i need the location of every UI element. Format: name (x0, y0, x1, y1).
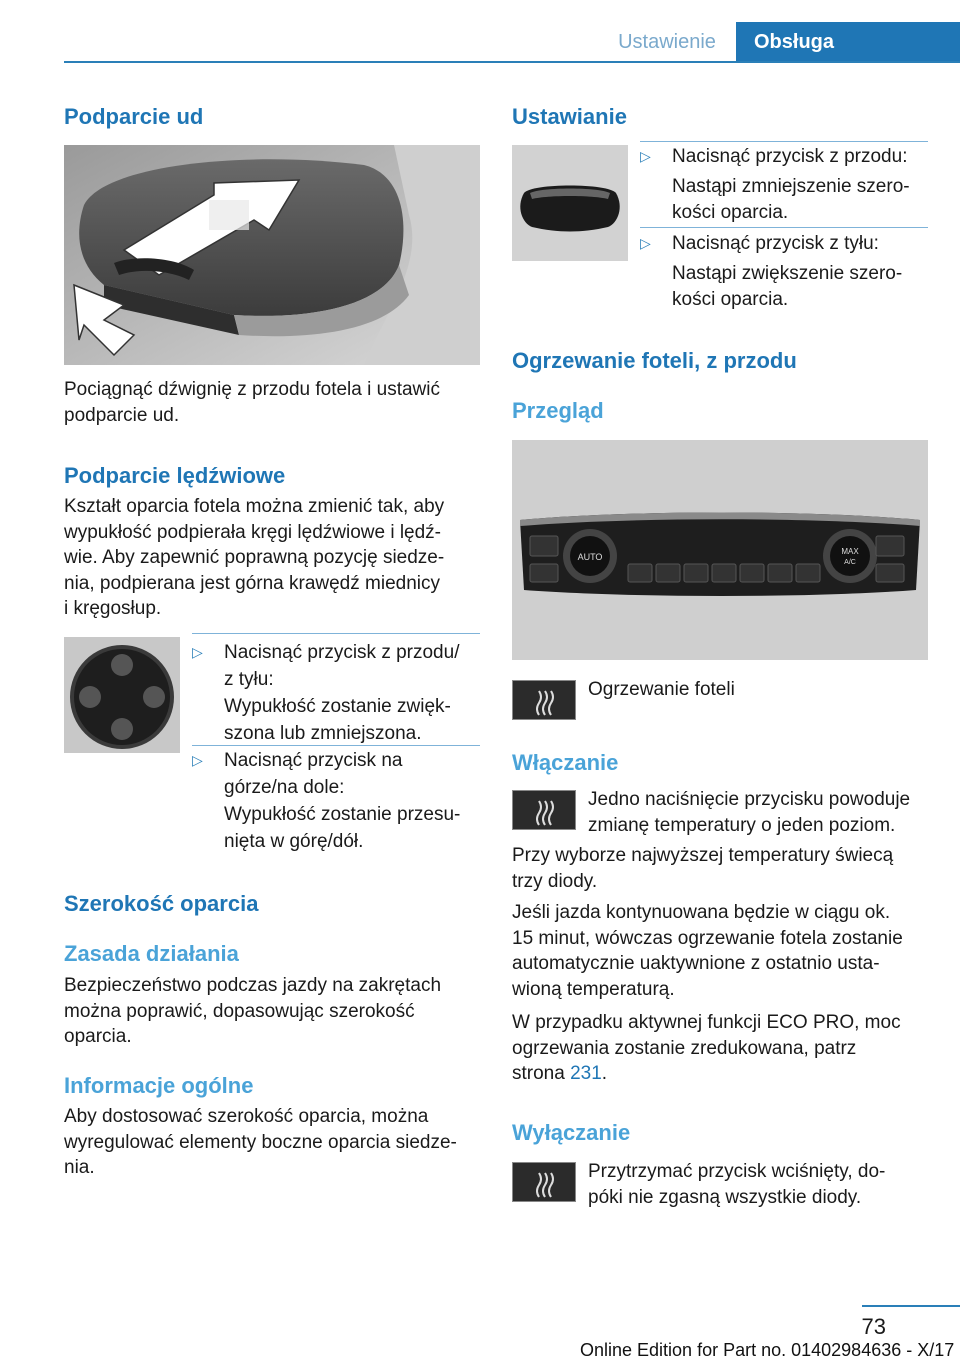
bullet-result: kości oparcia. (672, 289, 789, 310)
width-switch-image (512, 145, 628, 261)
bullet-instruction: górze/na dole: (224, 777, 345, 798)
header-tab-operation[interactable]: Obsługa (736, 22, 960, 63)
principle-text: Bezpieczeństwo podczas jazdy na zakrętach można poprawić, dopasowując szerokość oparcia. (64, 975, 442, 1047)
bullet-result: Nastąpi zmniejszenie szero‐ (672, 176, 910, 197)
lumbar-text: Kształt oparcia fotela można zmienić tak, aby wypukłość podpierała kręgi lędźwiowe i lędź‐ wie. Aby zapewnić poprawną pozycję siedze‐ nia, podpierana jest górna krawędź miednicy i kręgosłup. (64, 496, 445, 619)
switch-off-heading: Wyłączanie (512, 1120, 631, 1145)
page-link[interactable]: 231 (570, 1063, 602, 1084)
bullet-result: Wypukłość zostanie zwięk‐ (224, 696, 451, 717)
bullet-separator (640, 227, 928, 228)
adjust-bullet-2 (640, 230, 928, 315)
bullet-instruction: Nacisnąć przycisk z przodu: (672, 146, 908, 167)
eco-pro-text: W przypadku aktywnej funkcji ECO PRO, moc ogrzewania zostanie zredukowana, patrz strona 231. (512, 1012, 901, 1084)
bullet-instruction: z tyłu: (224, 669, 274, 690)
bullet-instruction: Nacisnąć przycisk z tyłu: (672, 233, 879, 254)
footer-rule (862, 1305, 960, 1307)
bullet-result: kości oparcia. (672, 202, 789, 223)
adjust-bullet-1 (640, 143, 928, 228)
page-number: 73 (861, 1314, 886, 1339)
lumbar-bullet-1 (192, 639, 480, 747)
adjust-heading: Ustawianie (512, 104, 627, 129)
seat-heating-button-icon (512, 1162, 576, 1202)
switch-off-text: Przytrzymać przycisk wciśnięty, do‐ póki nie zgasną wszystkie diody. (588, 1161, 886, 1208)
bullet-triangle-icon: ▷ (192, 752, 203, 768)
seat-heating-label: Ogrzewanie foteli (588, 679, 735, 700)
header-tab-settings[interactable]: Ustawienie (618, 30, 716, 53)
max-temp-text: Przy wyborze najwyższej temperatury świecą trzy diody. (512, 845, 894, 892)
bullet-separator (192, 745, 480, 746)
bullet-result: nięta w górę/dół. (224, 831, 364, 852)
auto-button-label: AUTO (577, 552, 603, 562)
principle-heading: Zasada działania (64, 941, 239, 966)
bullet-result: szona lub zmniejszona. (224, 723, 422, 744)
bullet-instruction: Nacisnąć przycisk na (224, 750, 403, 771)
max-ac-button-label: A/C (844, 559, 856, 566)
bullet-result: Wypukłość zostanie przesu‐ (224, 804, 461, 825)
bullet-instruction: Nacisnąć przycisk z przodu/ (224, 642, 460, 663)
max-button-label: MAX (841, 547, 859, 556)
bullet-separator (640, 141, 928, 142)
bullet-triangle-icon: ▷ (192, 644, 203, 660)
thigh-support-image (64, 145, 480, 365)
header-rule (64, 61, 960, 63)
bullet-separator (192, 633, 480, 634)
general-text: Aby dostosować szerokość oparcia, można wyregulować elementy boczne oparcia siedze‐ nia. (64, 1106, 457, 1178)
lumbar-switch-image (64, 637, 180, 753)
general-heading: Informacje ogólne (64, 1073, 254, 1098)
overview-heading: Przegląd (512, 398, 604, 423)
lumbar-bullet-2 (192, 747, 480, 855)
seat-heating-button-icon (512, 790, 576, 830)
lumbar-heading: Podparcie lędźwiowe (64, 463, 286, 488)
thigh-support-heading: Podparcie ud (64, 104, 204, 129)
climate-panel-image (512, 440, 928, 660)
bullet-triangle-icon: ▷ (640, 235, 651, 251)
seat-heating-heading: Ogrzewanie foteli, z przodu (512, 348, 797, 373)
thigh-support-text: Pociągnąć dźwignię z przodu fotela i ustawić podparcie ud. (64, 379, 440, 426)
width-heading: Szerokość oparcia (64, 891, 259, 916)
switch-on-text: Jedno naciśnięcie przycisku powoduje zmianę temperatury o jeden poziom. (588, 789, 911, 836)
switch-on-heading: Włączanie (512, 750, 619, 775)
edition-note: Online Edition for Part no. 01402984636 - X/17 (580, 1340, 955, 1360)
auto-activation-text: Jeśli jazda kontynuowana będzie w ciągu ok. 15 minut, wówczas ogrzewanie fotela zostanie automatycznie uaktywnione z ostatnio usta‐ wioną temperaturą. (512, 902, 903, 1000)
bullet-result: Nastąpi zwiększenie szero‐ (672, 263, 903, 284)
seat-heating-button-icon (512, 680, 576, 720)
bullet-triangle-icon: ▷ (640, 148, 651, 164)
